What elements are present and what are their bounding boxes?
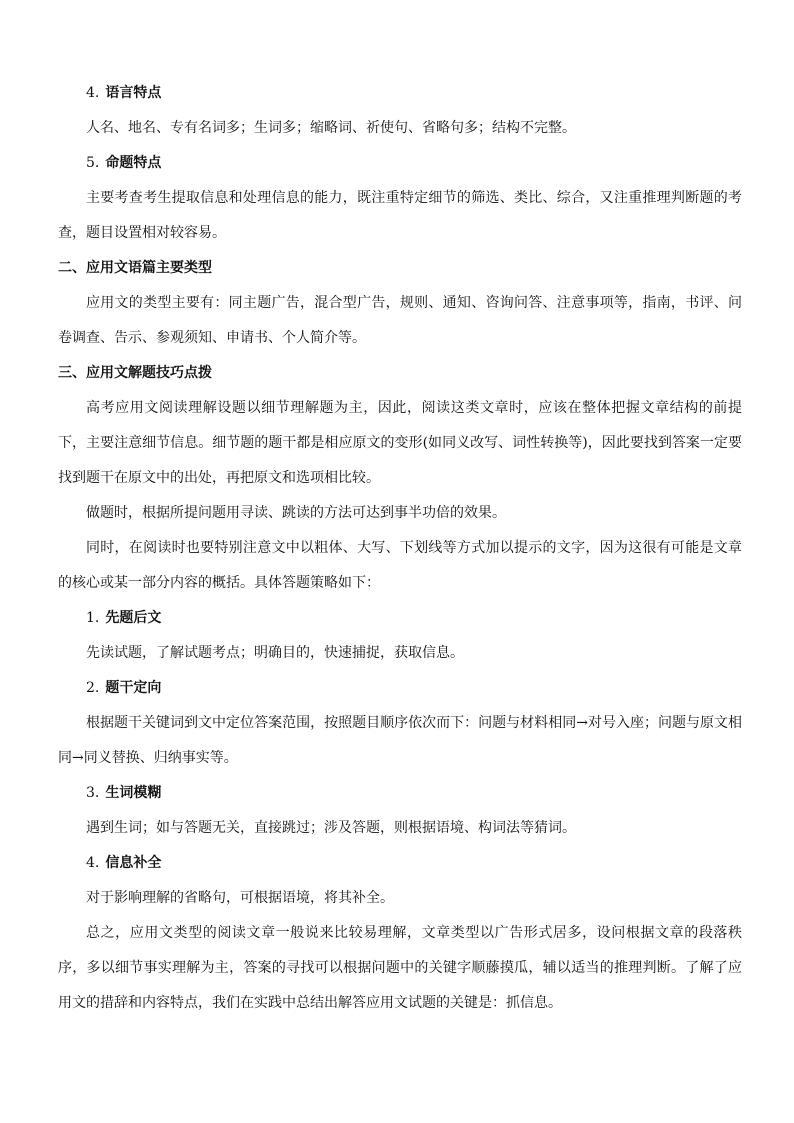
- section-heading-techniques: 三、应用文解题技巧点拨: [58, 365, 212, 381]
- section-heading-types: 二、应用文语篇主要类型: [58, 260, 212, 276]
- subheading-title: 语言特点: [105, 85, 162, 101]
- subheading-questions-first: [58, 601, 742, 636]
- subheading-title: 信息补全: [105, 855, 162, 871]
- paragraph: 根据题干关键词到文中定位答案范围，按照题目顺序依次而下：问题与材料相同→对号入座；问题与原文相同→同义替换、归纳事实等。: [58, 715, 742, 766]
- paragraph: 人名、地名、专有名词多；生词多；缩略词、祈使句、省略句多；结构不完整。: [86, 120, 576, 136]
- paragraph: 先读试题，了解试题考点；明确目的，快速捕捉，获取信息。: [86, 645, 464, 661]
- paragraph: 应用文的类型主要有：同主题广告，混合型广告，规则、通知、咨询问答、注意事项等，指南，书评、问卷调查、告示、参观须知、申请书、个人简介等。: [58, 295, 742, 346]
- subheading-title: 题干定向: [105, 680, 162, 696]
- subheading-info-completion: [58, 846, 742, 881]
- subheading-new-words: [58, 776, 742, 811]
- paragraph-conclusion: 总之，应用文类型的阅读文章一般说来比较易理解，文章类型以广告形式居多，设问根据文章的段落秩序，多以细节事实理解为主，答案的寻找可以根据问题中的关键字顺藤摸瓜，辅以适当的推理判断。了解了应用文的措辞和内容特点，我们在实践中总结出解答应用文试题的关键是：抓信息。: [58, 925, 742, 1011]
- subheading-title: 先题后文: [105, 610, 162, 626]
- paragraph: 高考应用文阅读理解设题以细节理解题为主，因此，阅读这类文章时，应该在整体把握文章结构的前提下，主要注意细节信息。细节题的题干都是相应原文的变形(如同义改写、词性转换等)，因此要找到答案一定要找到题干在原文中的出处，再把原文和选项相比较。: [58, 400, 742, 486]
- paragraph: 主要考查考生提取信息和处理信息的能力，既注重特定细节的筛选、类比、综合，又注重推理判断题的考查，题目设置相对较容易。: [58, 190, 742, 241]
- paragraph: 对于影响理解的省略句，可根据语境，将其补全。: [86, 890, 394, 906]
- document-page: [58, 76, 742, 1021]
- subheading-number: 1.: [86, 610, 100, 626]
- paragraph: 做题时，根据所提问题用寻读、跳读的方法可达到事半功倍的效果。: [86, 505, 506, 521]
- subheading-number: 5.: [86, 155, 100, 171]
- paragraph: 遇到生词；如与答题无关，直接跳过；涉及答题，则根据语境、构词法等猜词。: [86, 820, 576, 836]
- subheading-number: 4.: [86, 85, 100, 101]
- subheading-number: 2.: [86, 680, 100, 696]
- subheading-question-features: [58, 146, 742, 181]
- subheading-language-features: [58, 76, 742, 111]
- subheading-title: 命题特点: [105, 155, 162, 171]
- subheading-title: 生词模糊: [105, 785, 162, 801]
- subheading-number: 3.: [86, 785, 100, 801]
- paragraph: 同时，在阅读时也要特别注意文中以粗体、大写、下划线等方式加以提示的文字，因为这很有可能是文章的核心或某一部分内容的概括。具体答题策略如下：: [58, 540, 742, 591]
- subheading-number: 4.: [86, 855, 100, 871]
- subheading-stem-orientation: [58, 671, 742, 706]
